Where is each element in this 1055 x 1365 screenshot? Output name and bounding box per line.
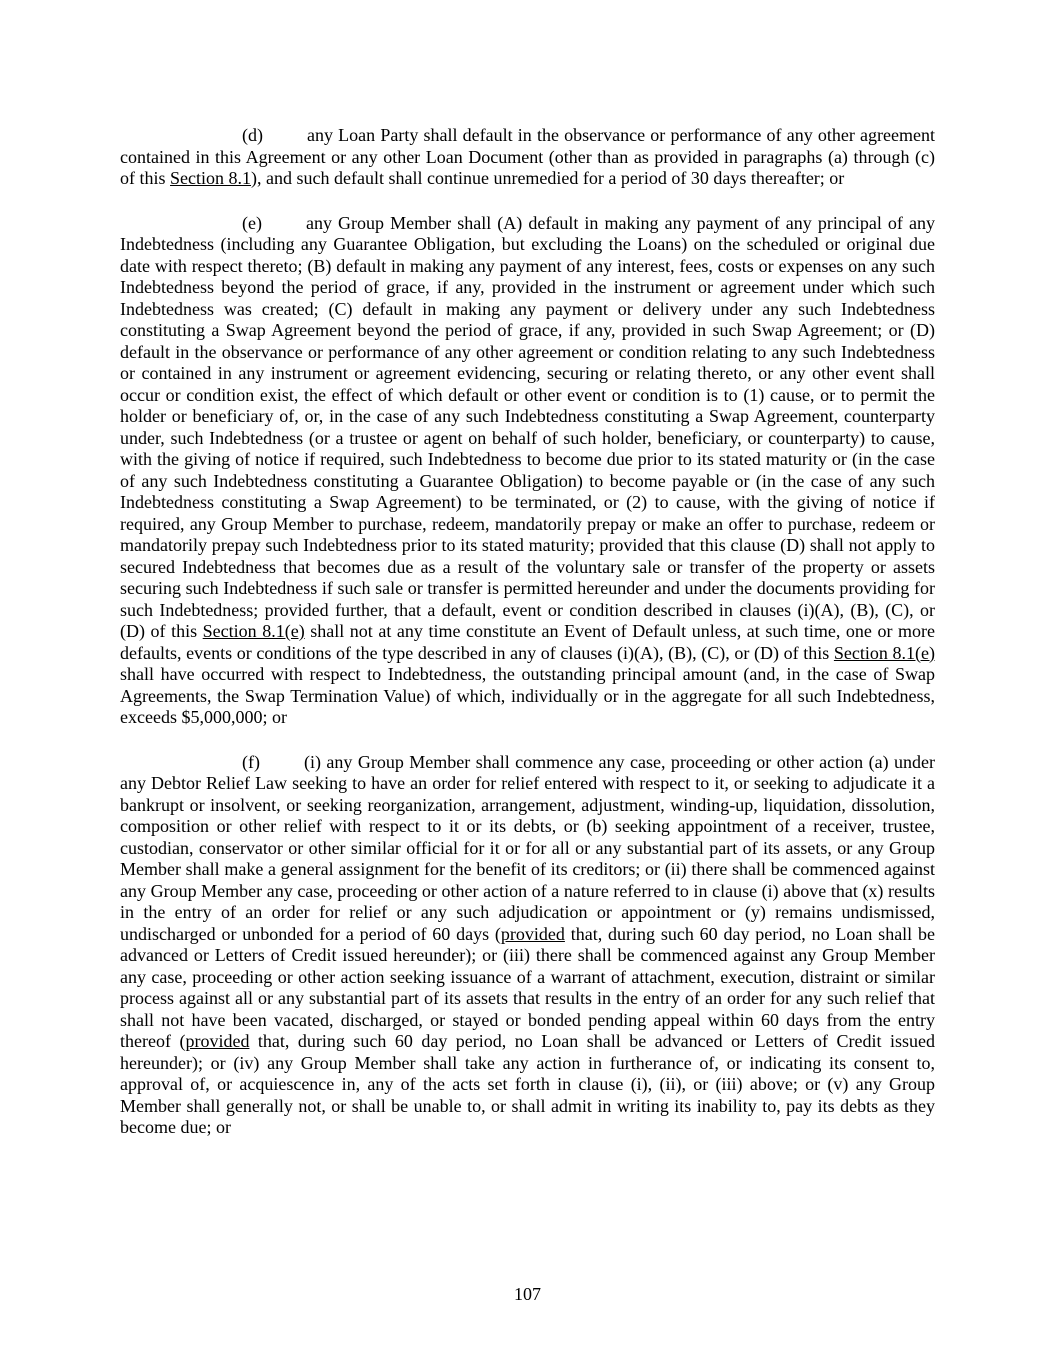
paragraph-label: (f) (242, 751, 260, 772)
text-segment: that, during such 60 day period, no Loan shall be advanced or Letters of Credit issued hereunder); or (iv) any Group Member shall take any action in furtherance of, or indicating its consent to, approval of, or acquiescence in, any of the acts set forth in clause (i), (ii), or (iii) above; or (v) any Group Member shall generally not, or shall be unable to, or shall admit in writing its inability to, pay its debts as they become due; or (120, 1031, 935, 1137)
text-segment: ), and such default shall continue unremedied for a period of 30 days thereafter; or (251, 168, 845, 188)
text-segment: shall have occurred with respect to Indebtedness, the outstanding principal amount (and, in the case of Swap Agreements, the Swap Termination Value) of which, individually or in the aggregate for all such Indebtedness, exceeds $5,000,000; or (120, 664, 935, 727)
underlined-reference: provided (185, 1031, 250, 1051)
underlined-reference: Section 8.1 (170, 168, 252, 188)
underlined-reference: provided (500, 923, 565, 944)
underlined-reference: Section 8.1(e) (202, 621, 305, 641)
document-body (120, 125, 935, 1139)
paragraph-label: (e) (242, 212, 262, 233)
paragraph-f (120, 752, 935, 1139)
text-segment: shall not at any time constitute an Event of Default unless, at such time, one or more defaults, events or conditions of the type described in any of clauses (i)(A), (B), (C), or (D) of this (120, 621, 936, 663)
page-number: 107 (514, 1283, 541, 1304)
paragraph-d (120, 125, 935, 190)
text-segment: (i) any Group Member shall commence any case, proceeding or other action (a) under any Debtor Relief Law seeking to have an order for relief entered with respect to it, or seeking to adjudicate it a bankrupt or insolvent, or seeking reorganization, arrangement, adjustment, winding-up, liquidation, dissolution, composition or other relief with respect to it or its debts, or (b) seeking appointment of a receiver, trustee, custodian, conservator or other similar official for it or for all or any substantial part of its assets, or any Group Member shall make a general assignment for the benefit of its creditors; or (ii) there shall be commenced against any Group Member any case, proceeding or other action of a nature referred to in clause (i) above that (x) results in the entry of an order for relief or any such adjudication or appointment or (y) remains undismissed, undischarged or unbonded for a period of 60 days ( (120, 751, 935, 944)
text-segment: that, during such 60 day period, no Loan shall be advanced or Letters of Credit issued hereunder); or (iii) there shall be commenced against any Group Member any case, proceeding or other action seeking issuance of a warrant of attachment, execution, distraint or similar process against all or any substantial part of its assets that results in the entry of an order for any such relief that shall not have been vacated, discharged, or stayed or bonded pending appeal within 60 days from the entry thereof ( (120, 923, 935, 1051)
paragraph-e (120, 213, 935, 729)
paragraph-label: (d) (242, 125, 263, 145)
text-segment: any Loan Party shall default in the observance or performance of any other agreement contained in this Agreement or any other Loan Document (other than as provided in paragraphs (a) through (c) of this (120, 125, 935, 188)
text-segment: any Group Member shall (A) default in making any payment of any principal of any Indebtedness (including any Guarantee Obligation, but excluding the Loans) on the scheduled or original due date with respect thereto; (B) default in making any payment of any interest, fees, costs or expenses on any such Indebtedness beyond the period of grace, if any, provided in the instrument or agreement under which such Indebtedness was created; (C) default in making any payment or delivery under any such Indebtedness constituting a Swap Agreement beyond the period of grace, if any, provided in such Swap Agreement; or (D) default in the observance or performance of any other agreement or condition relating to any such Indebtedness or contained in any instrument or agreement evidencing, securing or relating thereto, or any other event shall occur or condition exist, the effect of which default or other event or condition is to (1) cause, or to permit the holder or beneficiary of, or, in the case of any such Indebtedness constituting a Swap Agreement, counterparty under, such Indebtedness (or a trustee or agent on behalf of such holder, beneficiary, or counterparty) to cause, with the giving of notice if required, such Indebtedness to become due prior to its stated maturity or (in the case of any such Indebtedness constituting a Guarantee Obligation) to become payable or (in the case of any such Indebtedness constituting a Swap Agreement) to be terminated, or (2) to cause, with the giving of notice if required, any Group Member to purchase, redeem, mandatorily prepay or make an offer to purchase, redeem or mandatorily prepay such Indebtedness prior to its stated maturity; provided that this clause (D) shall not apply to secured Indebtedness that becomes due as a result of the voluntary sale or transfer of the property or assets securing such Indebtedness if such sale or transfer is permitted hereunder and under the documents providing for such Indebtedness; provided further, that a default, event or condition described in clauses (i)(A), (B), (C), or (D) of this (120, 212, 935, 641)
underlined-reference: Section 8.1(e) (833, 642, 935, 663)
